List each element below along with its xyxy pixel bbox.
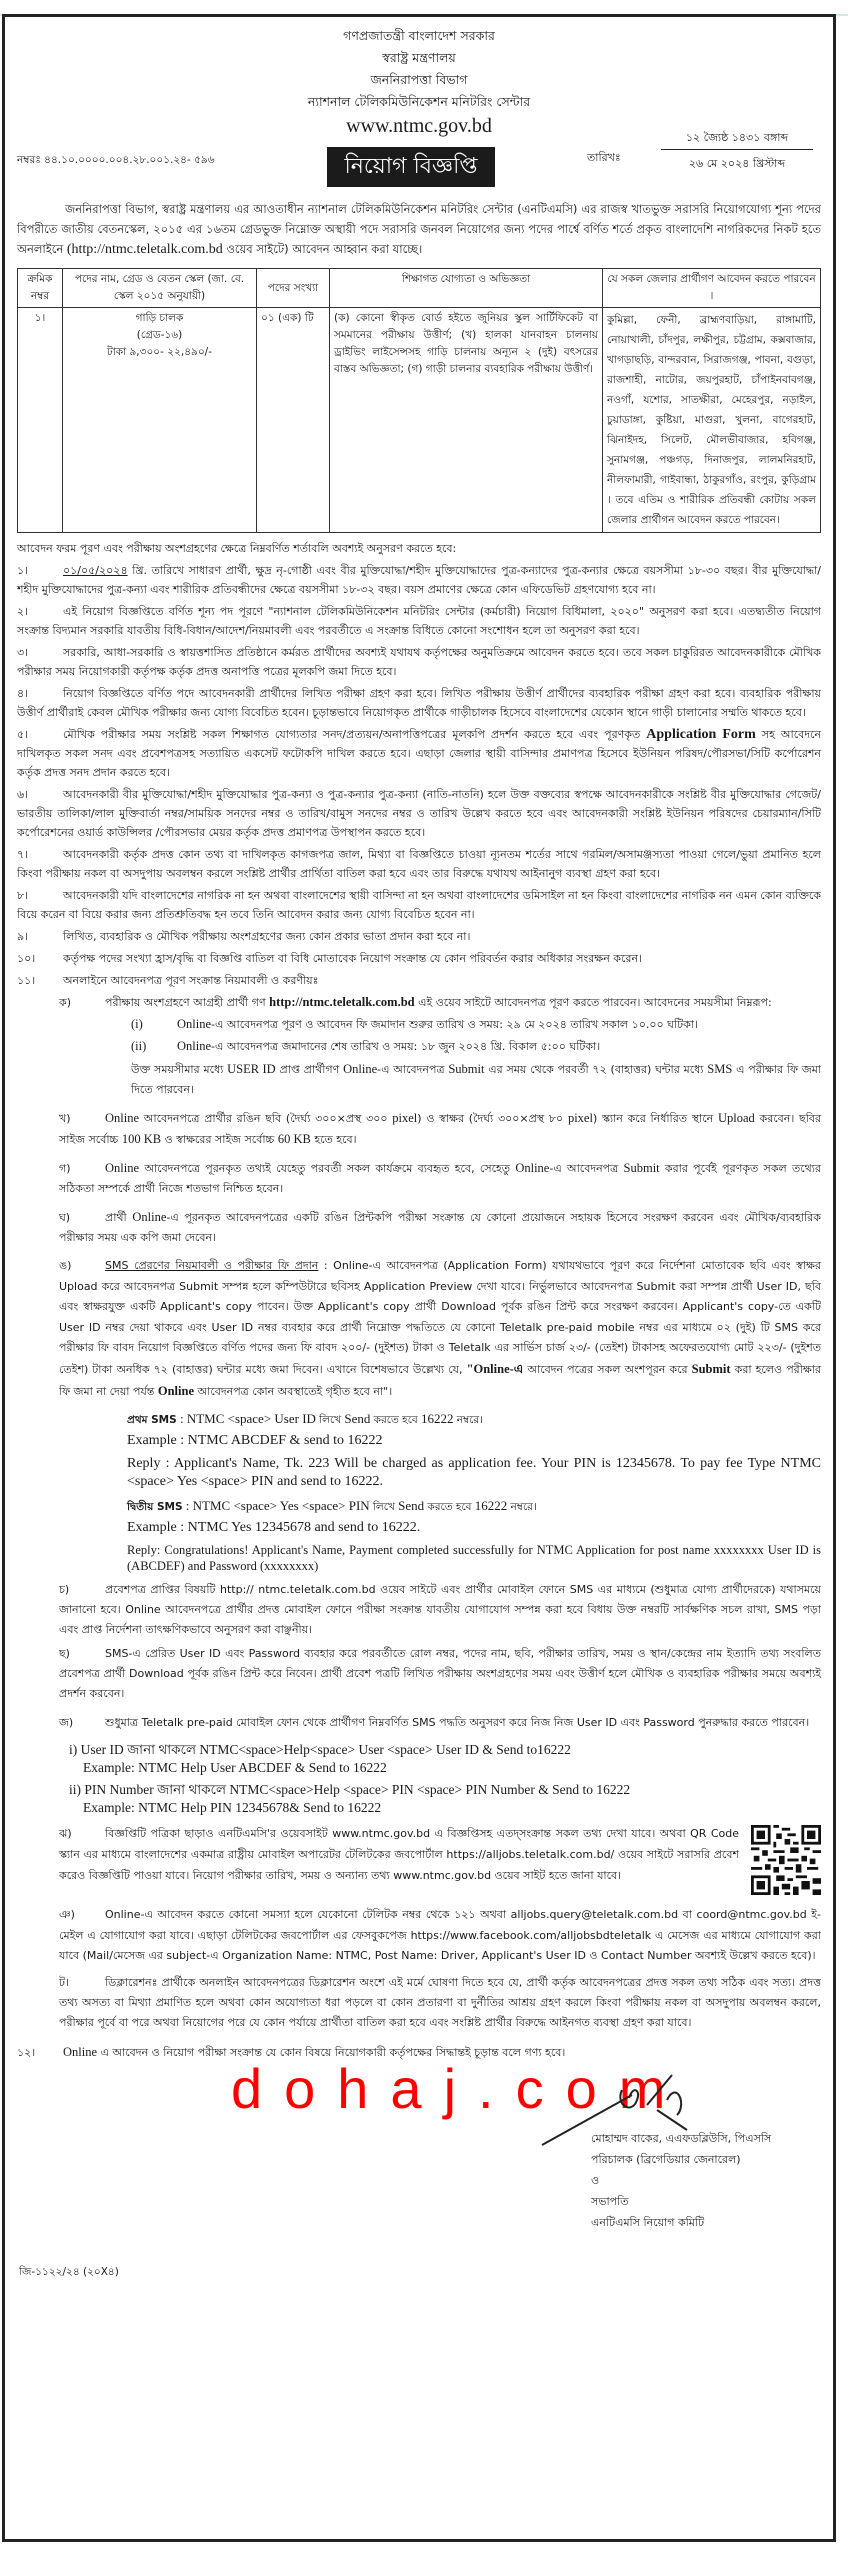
condition-text: এ আবেদন ও নিয়োগ পরীক্ষা সংক্রান্ত যে কোন বিষয়ে নিয়োগকারী কর্তৃপক্ষের সিদ্ধান্তই চূড়ান্ত বলে গণ্য হবে।: [100, 2045, 566, 2059]
condition-text: আবেদনকারী কর্তৃক প্রদত্ত কোন তথ্য বা দাখিলকৃত কাগজপত্র জাল, মিথ্যা বা বিজ্ঞপ্তিতে চাওয়া ন্যূনতম শর্তের সাথে গরমিল/অসামঞ্জস্যতা পাওয়া গেলে/ভুয়া প্রমানিত হলে কিংবা পরীক্ষায় নকল বা অসদুপায় অবলম্বন করলে সংশ্লিষ্ট প্রার্থীর প্রার্থিতা বাতিল করা হবে এবং তার বিরুদ্ধে যথাযথ আইনানুগ ব্যবস্থা গ্রহণ করা হবে।: [17, 848, 821, 880]
recover-pin: [69, 1781, 821, 1817]
signature-block: [591, 2128, 771, 2233]
apply-link[interactable]: http://ntmc.teletalk.com.bd: [269, 995, 415, 1009]
condition-number: ৭।: [17, 848, 29, 861]
condition-number: ৫।: [17, 728, 29, 741]
condition-number: ৯।: [17, 930, 29, 943]
item-label: ক): [59, 996, 71, 1009]
condition-text: মৌখিক পরীক্ষার সময় সংশ্লিষ্ট সকল শিক্ষাগত যোগ্যতার সনদ/প্রত্যয়ন/অনাপত্তিপত্রের মূলকপি প্রদর্শন করতে হবে এবং পূরণকৃত: [63, 728, 641, 741]
item-cha: [59, 1580, 821, 1640]
teletalk-link[interactable]: (http://ntmc.teletalk.com.bd: [66, 242, 223, 257]
condition-7: [17, 845, 821, 883]
sms-second: [127, 1497, 821, 1516]
condition-date: ০১/০৫/২০২৪: [63, 564, 128, 577]
text: -এ পূরনকৃত আবেদনপত্রের একটি রঙিন প্রিন্টকপি পরীক্ষা সংক্রান্ত যে কোনো প্রয়োজনে সহায়ক হিসেবে সংরক্ষণ করবেন এবং মৌখিক/ব্যবহারিক পরীক্ষার সময় এক কপি জমা দেবেন।: [59, 1211, 821, 1244]
item-text: SMS-এ প্রেরিত User ID এবং Password ব্যবহার করে পরবর্তীতে রোল নম্বর, পদের নাম, ছবি, পরীক্ষার তারিখ, সময় ও স্থান/কেন্দ্রের নাম ইত্যাদি তথ্য সংবলিত প্রবেশপত্র প্রার্থী Download পূর্বক রঙিন প্রিন্ট করে নিবেন। প্রার্থী প্রবেশ পত্রটি লিখিত পরীক্ষায় অংশগ্রহণের সময় এবং উত্তীর্ণ হলে মৌখিক ও ব্যবহারিক পরীক্ষার সময়ে অবশ্যই প্রদর্শন করবেন।: [59, 1647, 821, 1701]
condition-8: [17, 886, 821, 924]
col-post: পদের নাম, গ্রেড ও বেতন স্কেল (জা. বে. স্কেল ২০১৫ অনুযায়ী): [63, 269, 257, 308]
text: Send: [344, 1411, 371, 1427]
item-text: বিজ্ঞপ্তিটি পত্রিকা ছাড়াও এনটিএমসি'র ওয়েবসাইট www.ntmc.gov.bd এ বিজ্ঞপ্তিসহ এতদ্সংক্রান্ত সকল তথ্য দেখা যাবে। অথবা QR Code স্ক্যান এর মাধ্যমে বাংলাদেশের একমাত্র রাষ্ট্রীয় মোবাইল অপারেটর টেলিটকের জবপোর্টাল https://alljobs.teletalk.com.bd/ ওয়েব সাইটে সরাসরি প্রবেশ করেও বিজ্ঞপ্তিটি পাওয়া যাবে। নিয়োগ পরীক্ষার তারিখ, সময় ও অন্যান্য তথ্য www.ntmc.gov.bd ওয়েব সাইট হতে জানা যাবে।: [59, 1827, 739, 1883]
item-nia: [59, 1905, 821, 1967]
post-scale: টাকা ৯,৩০০- ২২,৪৯০/-: [106, 346, 213, 358]
qr-code[interactable]: [751, 1825, 821, 1895]
en-term: Online: [515, 1161, 550, 1175]
condition-text: সরকারি, আধা-সরকারি ও স্বায়ত্তশাসিত প্রতিষ্ঠানে কর্মরত প্রার্থীদের অবশ্যই যথাযথ কর্তৃপক্ষের অনুমতিক্রমে আবেদন করতে হবে। তবে সকল চাকুরিরত আবেদনকারীকে মৌখিক পরীক্ষার সময় নিয়োগকারী কর্তৃপক্ষ কর্তৃক প্রদত্ত অনাপত্তি পত্রের মূলকপি জমা দিতে হবে।: [17, 646, 821, 678]
condition-number: ৮।: [17, 889, 29, 902]
text: করার পূর্বেই পূরণকৃত সকল তথ্যের সঠিকতা সম্পর্কে প্রার্থী নিজে শতভাগ নিশ্চিত হবেন।: [59, 1162, 822, 1195]
text: -এ আবেদনপত্র: [377, 1063, 445, 1076]
title-row: [17, 131, 821, 193]
online-ii: [131, 1037, 821, 1056]
text: ও স্বাক্ষরের সাইজ সর্বোচ্চ: [164, 1133, 275, 1146]
en-term: 100 KB: [121, 1132, 162, 1146]
sms-rules-heading: SMS প্রেরণের নিয়মাবলী ও পরীক্ষার ফি প্রদান: [105, 1259, 319, 1272]
en-term: Submit: [623, 1161, 660, 1175]
row-post: [63, 308, 257, 533]
recover-example: Example: NTMC Help PIN 12345678& Send to 16222: [83, 1800, 382, 1816]
text: নম্বরে।: [456, 1414, 483, 1427]
item-label: (ii): [131, 1039, 147, 1053]
conditions-heading: আবেদন ফরম পূরণ এবং পরীক্ষায় অংশগ্রহণের ক্ষেত্রে নিম্নবর্ণিত শর্তাবলি অবশ্যই অনুসরণ করতে হবে:: [17, 542, 457, 555]
text: "Online-এ: [466, 1361, 524, 1376]
en-term: Online: [105, 1161, 140, 1175]
online-i: [131, 1015, 821, 1034]
text: প্রার্থী: [105, 1211, 127, 1224]
item-label: ঙ): [59, 1259, 72, 1272]
condition-6: [17, 785, 821, 842]
date-label: তারিখঃ: [587, 151, 621, 164]
item-text: -এ আবেদনপত্র পূরণ ও আবেদন ফি জমাদান শুরুর তারিখ ও সময়: ২৯ মে ২০২৪ তারিখ সকাল ১০.০০ ঘটিকা।: [211, 1018, 698, 1031]
condition-number: ২।: [17, 605, 29, 618]
item-label: জ): [59, 1716, 74, 1730]
text: নম্বরে।: [510, 1501, 537, 1514]
condition-number: ১।: [17, 564, 29, 577]
org-name: ন্যাশনাল টেলিকমিউনিকেশন মনিটরিং সেন্টার: [307, 94, 531, 109]
item-label: ঞ): [59, 1908, 75, 1922]
condition-10: [17, 949, 821, 968]
signatory-role: সভাপতি: [591, 2194, 629, 2208]
row-count: ০১ (এক) টি: [257, 308, 330, 533]
item-text: ডিক্লারেশনঃ প্রার্থীকে অনলাইন আবেদনপত্রের ডিক্লারেশন অংশে এই মর্মে ঘোষণা দিতে হবে যে, প্রার্থী কর্তৃক আবেদনপত্রের প্রদত্ত সকল তথ্য সঠিক এবং সত্য। প্রদত্ত তথ্য অসত্য বা মিথ্যা প্রমাণিত হলে অথবা কোন অযোগ্যতা ধরা পড়লে বা কোন প্রতারণা বা দুর্নীতির আশ্রয় গ্রহণ করলে কিংবা পরীক্ষায় নকল বা অসদুপায় অবলম্বন করলে, পরীক্ষার পূর্বে বা পরে অথবা নিয়োগের পরে যে কোন পর্যায়ে প্রার্থীতা বাতিল করা হবে এবং সংশ্লিষ্ট প্রার্থীর বিরুদ্ধে আইনগত ব্যবস্থা গ্রহণ করা যাবে।: [59, 1975, 821, 2029]
org-website-link[interactable]: www.ntmc.gov.bd: [346, 115, 492, 137]
text: করতে হবে: [427, 1501, 472, 1514]
en-term: pixel: [567, 1111, 593, 1125]
condition-number: ১১।: [17, 974, 36, 987]
table-row: [18, 308, 821, 533]
condition-text: আবেদনকারী বীর মুক্তিযোদ্ধা/শহীদ মুক্তিযোদ্ধার পুত্র-কন্যা ও পুত্র-কন্যার পুত্র-কন্যা (নাতি-নাতনি) হলে উক্ত বক্তব্যের স্বপক্ষে আবেদনকারীকে সংশ্লিষ্ট বীর মুক্তিযোদ্ধার গেজেট/ভারতীয় তালিকা/লাল মুক্তিবার্তা নম্বর/সাময়িক সনদের নম্বর ও তারিখ/বামুস সনদের নম্বর ও তারিখ উল্লেখ করতে হবে এবং আবেদনকারী সংশ্লিষ্ট ইউনিয়ন পরিষদের চেয়ারম্যান/সিটি কর্পোরেশনের ওয়ার্ড কাউন্সিলর /পৌরসভার মেয়র কর্তৃক প্রদত্ত প্রমাণপত্র উপস্থাপন করতে হবে।: [17, 788, 821, 839]
condition-number: ৪।: [17, 687, 29, 700]
en-term: Online: [132, 1210, 167, 1224]
online-ka: [59, 993, 821, 1012]
memo-number: নম্বরঃ ৪৪.১০.০০০০.০০৪.২৮.০০১.২৪- ৫৯৬: [17, 154, 215, 166]
text: হতে হবে।: [314, 1133, 357, 1146]
date-bangla: ১২ জ্যৈষ্ঠ ১৪৩১ বঙ্গাব্দ: [685, 131, 789, 144]
final-row: [17, 2043, 821, 2120]
item-label: ট।: [59, 1975, 69, 1989]
text: আবেদন পত্রের সকল অংশপূরন করে: [527, 1362, 688, 1376]
online-term: Online: [63, 2044, 98, 2059]
en-term: pixel: [392, 1111, 418, 1125]
sms-second-example: Example : NTMC Yes 12345678 and send to 16222.: [127, 1520, 421, 1536]
job-table: [17, 268, 821, 533]
condition-text: কর্তৃপক্ষ পদের সংখ্যা হ্রাস/বৃদ্ধি বা বিজ্ঞপ্তি বাতিল বা বিধি মোতাবেক নিয়োগ সংক্রান্ত যে কোন পরিবর্তন করার অধিকার সংরক্ষন করেন।: [63, 952, 642, 965]
text: উক্ত সময়সীমার মধ্যে: [131, 1063, 224, 1076]
online-ga: [59, 1158, 821, 1199]
online-within: [131, 1059, 821, 1100]
en-term: Submit: [691, 1361, 731, 1376]
condition-9: [17, 927, 821, 946]
signatory-designation: পরিচালক (ব্রিগেডিয়ার জেনারেল): [591, 2152, 741, 2166]
sms-label: দ্বিতীয় SMS: [127, 1501, 183, 1514]
item-text: প্রবেশপত্র প্রাপ্তির বিষয়টি http:// ntmc.teletalk.com.bd ওয়েব সাইটে এবং প্রার্থীর মোবাইল ফোনে SMS এর মাধ্যমে (শুধুমাত্র যোগ্য প্রার্থীদেরকে) যথাসময়ে জানানো হবে। Online আবেদনপত্রে প্রার্থীর প্রদত্ত মোবাইল ফোনে পরীক্ষা সংক্রান্ত যাবতীয় যোগাযোগ সম্পন্ন করা হবে বিধায় উক্ত নম্বরটি সার্বক্ষণিক সচল রাখা, SMS পড়া এবং প্রাপ্ত নির্দেশনা তাৎক্ষণিকভাবে অনুসরণ করা বাঞ্ছনীয়।: [59, 1583, 821, 1637]
division-name: জননিরাপত্তা বিভাগ: [370, 72, 468, 87]
item-text: পরীক্ষায় অংশগ্রহণে আগ্রহী প্রার্থী গণ: [105, 996, 266, 1009]
intro-tail: ওয়েব সাইটে) আবেদন আহ্বান করা যাচ্ছে।: [226, 242, 423, 256]
recover-instruction: ii) PIN Number জানা থাকলে NTMC<space>Help <space> PIN <space> PIN Number & Send to 16222: [69, 1782, 631, 1798]
footer-code: জি-১১২২/২৪ (২০X৪): [19, 2265, 119, 2278]
en-term: Online: [343, 1062, 378, 1076]
online-term: Online: [177, 1017, 212, 1031]
item-label: ঝ): [59, 1827, 72, 1841]
condition-number: ১২।: [17, 2045, 36, 2059]
condition-text: নিয়োগ বিজ্ঞপ্তিতে বর্ণিত পদে আবেদনকারী প্রার্থীদের লিখিত পরীক্ষা গ্রহণ করা হবে। লিখিত পরীক্ষায় উত্তীর্ণ প্রার্থীদের ব্যবহারিক পরীক্ষা গ্রহণ করা হবে। ব্যবহারিক পরীক্ষায় উত্তীর্ণ প্রার্থীরাই কেবল মৌখিক পরীক্ষার জন্য যোগ্য বিবেচিত হবেন। চূড়ান্তভাবে নিয়োগকৃত প্রার্থীকে গাড়ীচালক হিসেবে বাংলাদেশের যেকোন স্থানে গাড়ী চালানোর সম্মতি থাকতে হবে।: [17, 687, 821, 719]
text: ) স্ক্যান করে নির্ধারিত স্থানে: [592, 1112, 714, 1125]
condition-1: [17, 561, 821, 599]
ministry-name: স্বরাষ্ট্র মন্ত্রণালয়: [382, 50, 456, 65]
online-term: Online: [177, 1039, 212, 1053]
recover-instruction: i) User ID জানা থাকলে NTMC<space>Help<space> User <space> User ID & Send to16222: [69, 1742, 571, 1758]
condition-text: এই নিয়োগ বিজ্ঞপ্তিতে বর্ণিত শূন্য পদ পূরণে "ন্যাশনাল টেলিকমিউনিকেশন মনিটরিং সেন্টার (কর্মচারী) নিয়োগ বিধিমালা, ২০২০" অনুসরণ করা হবে। এতদ্ব্যতীত নিয়োগ সংক্রান্ত বিদ্যমান সরকারি যাবতীয় বিধি-বিধান/আদেশ/নিয়মাবলী এবং পরবর্তীতে এ সংক্রান্ত বিধিতে কোনো সংশোধন হলে তা অনুসরণ করা হবে।: [17, 605, 821, 637]
text: আবেদনপত্রে পূরনকৃত তথ্যই যেহেতু পরবর্তী সকল কার্যক্রমে ব্যবহৃত হবে, সেহেতু: [144, 1162, 511, 1175]
text: করবেন। ছবির সাইজ সর্বোচ্চ: [59, 1112, 822, 1146]
date-gregorian: ২৬ মে ২০২৪ খ্রিস্টাব্দ: [688, 157, 786, 170]
signatory-name: মোহাম্মদ বাকের, এএফডব্লিউসি, পিএসসি: [591, 2131, 772, 2145]
text: : NTMC <space> Yes <space> PIN: [185, 1498, 370, 1514]
sms-first-reply: Reply : Applicant's Name, Tk. 223 Will be charged as application fee. Your PIN is 12345678. To pay fee Type NTMC <space> Yes <space> PIN and send to 16222.: [127, 1456, 821, 1490]
item-text-cont: এই ওয়েব সাইটে আবেদনপত্র পূরণ করতে পারবেন। আবেদনের সময়সীমা নিম্নরূপ:: [418, 996, 772, 1009]
text: -এ আবেদনপত্র: [549, 1162, 619, 1175]
condition-text-cont: সহ আবেদনে দাখিলকৃত সকল সনদ এবং প্রবেশপত্রসহ সত্যায়িত একসেট ফটোকপি দাখিল করতে হবে। এছাড়া জেলার স্থায়ী বাসিন্দার প্রমাণপত্র হিসেবে ইউনিয়ন পরিষদ/পৌরসভা/সিটি কর্পোরেশন কর্তৃক প্রদত্ত সনদ প্রদান করতে হবে।: [17, 728, 822, 779]
text: আবেদনপত্রে প্রার্থীর রঙিন ছবি (দৈর্ঘ্য ৩০০×প্রস্থ ৩০০: [143, 1112, 388, 1125]
condition-en-term: Application Form: [646, 727, 756, 742]
text: প্রাপ্ত প্রার্থীগণ: [279, 1063, 340, 1076]
text: এ পরীক্ষার ফি জমা দিতে পারবেন।: [131, 1063, 821, 1096]
item-label: (i): [131, 1017, 143, 1031]
en-term: Online: [157, 1383, 194, 1398]
item-chha: [59, 1644, 821, 1704]
en-term: Online: [105, 1111, 140, 1125]
row-serial: ১।: [18, 308, 63, 533]
col-count: পদের সংখ্যা: [257, 269, 330, 308]
condition-number: ৩।: [17, 646, 29, 659]
item-label: ছ): [59, 1647, 70, 1661]
condition-11: [17, 971, 821, 990]
text: এর সময় থেকে পরবর্তী ৭২ (বাহাত্তর) ঘন্টার মধ্যে: [488, 1063, 704, 1076]
condition-text: লিখিত, ব্যবহারিক ও মৌখিক পরীক্ষায় অংশগ্রহণের জন্য কোন প্রকার ভাতা প্রদান করা হবে না।: [63, 930, 471, 943]
condition-5: [17, 725, 821, 782]
text: 16222: [421, 1411, 454, 1427]
online-kha: [59, 1108, 821, 1150]
condition-number: ১০।: [17, 952, 36, 965]
text: 16222: [474, 1498, 508, 1514]
signatory-conj: ও: [591, 2173, 600, 2187]
item-label: গ): [59, 1162, 71, 1175]
sms-first: [127, 1410, 821, 1429]
condition-3: [17, 643, 821, 681]
sms-label: প্রথম SMS: [127, 1414, 177, 1427]
online-uma: [59, 1256, 821, 1402]
text: করা হলেও পরীক্ষার ফি জমা না দেয়া পর্যন্ত: [59, 1362, 822, 1398]
en-term: Submit: [448, 1062, 485, 1076]
item-ta: [59, 1973, 821, 2033]
row-qualification: (ক) কোনো স্বীকৃত বোর্ড হইতে জুনিয়র স্কুল সার্টিফিকেট বা সমমানের পরীক্ষায় উত্তীর্ণ; (খ) হালকা যানবাহন চালনায় ড্রাইভিং লাইসেন্সসহ গাড়ি চালনায় অন্যূন ২ (দুই) বৎসরের বাস্তব অভিজ্ঞতা; (গ) গাড়ী চালনার ব্যবহারিক পরীক্ষায় উত্তীর্ণ।: [330, 308, 603, 533]
en-term: USER ID: [227, 1062, 276, 1076]
text: লিখে: [372, 1501, 395, 1514]
post-grade: (গ্রেড-১৬): [136, 329, 183, 341]
online-gha: [59, 1207, 821, 1248]
condition-text: আবেদনকারী যদি বাংলাদেশের নাগরিক না হন অথবা বাংলাদেশের স্থায়ী বাসিন্দা না হন অথবা বাংলাদেশের ডমিসাইল না হন কিংবা বাংলাদেশের নাগরিক নন এমন কোন ব্যক্তিকে বিয়ে করেন বা বিয়ে করার জন্য প্রতিশ্রুতিবদ্ধ হন তবে তিনি আবেদন করার জন্য যোগ্য বিবেচিত হবেন না।: [17, 889, 821, 921]
item-label: চ): [59, 1583, 70, 1597]
condition-4: [17, 684, 821, 722]
notice-title: নিয়োগ বিজ্ঞপ্তি: [327, 147, 495, 187]
en-term: 60 KB: [277, 1132, 311, 1146]
en-term: Upload: [717, 1111, 755, 1125]
condition-2: [17, 602, 821, 640]
date-block: [587, 129, 827, 181]
watermark-text: dohaj.com: [231, 2056, 688, 2120]
sms-rules-text: : Online-এ আবেদনপত্র (Application Form) যথাযথভাবে পূরণ করে নির্দেশনা মোতাবেক ছবি এবং স্বাক্ষর Upload করে আবেদনপত্র Submit সম্পন্ন হলে কম্পিউটারে ছবিসহ Application Preview দেখা যাবে। নির্ভুলভাবে আবেদনপত্র Submit করা সম্পন্ন প্রার্থী User ID, ছবি এবং স্বাক্ষরযুক্ত একটি Applicant's copy পাবেন। উক্ত Applicant's copy প্রার্থী Download পূর্বক রঙিন প্রিন্ট করে সংরক্ষণ করবেন। Applicant's copy-তে একটি User ID নম্বর দেয়া থাকবে এবং User ID নম্বর ব্যবহার করে প্রার্থী নিম্নোক্ত পদ্ধতিতে যে কোনো Teletalk pre-paid mobile নম্বর এর মাধ্যমে ০২ (দুই) টি SMS করে পরীক্ষার ফি বাবদ নিয়োগ বিজ্ঞপ্তিতে বর্ণিত পদের জন্য ফি বাবদ ২০০/- (দুইশত) টাকা ও Teletalk এর সার্ভিস চার্জ ২৩/- (তেইশ) টাকাসহ অফেরতযোগ্য মোট ২২৩/- (দুইশত তেইশ) টাকা অনধিক ৭২ (বাহাত্তর) ঘন্টার মধ্যে জমা দিবেন। এখানে বিশেষভাবে উল্লেখ্য যে,: [59, 1259, 821, 1376]
post-name: গাড়ি চালক: [135, 312, 184, 324]
govt-name: গণপ্রজাতন্ত্রী বাংলাদেশ সরকার: [343, 28, 495, 43]
condition-number: ৬।: [17, 788, 29, 801]
text: আবেদনপত্র কোন অবস্থাতেই গৃহীত হবে না"।: [197, 1384, 393, 1398]
text: ) ও স্বাক্ষর (দৈর্ঘ্য ৩০০×প্রস্থ ৮০: [417, 1112, 564, 1125]
item-text: -এ আবেদনপত্র জমাদানের শেষ তারিখ ও সময়: ১৮ জুন ২০২৪ খ্রি. বিকাল ৫:০০ ঘটিকা।: [211, 1040, 601, 1053]
row-districts: কুমিল্লা, ফেনী, ব্রাহ্মণবাড়িয়া, রাঙ্গামাটি, নোয়াখালী, চাঁদপুর, লক্ষীপুর, চট্টগ্রাম, কক্সবাজার, খাগড়াছড়ি, বান্দরবান, সিরাজগঞ্জ, পাবনা, বগুড়া, রাজশাহী, নাটোর, জয়পুরহাট, চাঁপাইনবাবগঞ্জ, নওগাঁ, যশোর, সাতক্ষীরা, মেহেরপুর, নড়াইল, চুয়াডাঙ্গা, কুষ্টিয়া, মাগুরা, খুলনা, বাগেরহাট, ঝিনাইদহ, সিলেট, মৌলভীবাজার, হবিগঞ্জ, সুনামগঞ্জ, পঞ্চগড়, দিনাজপুর, লালমনিরহাট, নীলফামারী, গাইবান্ধা, ঠাকুরগাঁও, রংপুর, কুড়িগ্রাম । তবে এতিম ও শারীরিক প্রতিবন্ধী কোটায় সকল জেলার প্রার্থীগন আবেদন করতে পারবেন।: [603, 308, 821, 533]
condition-text: অনলাইনে আবেদনপত্র পূরণ সংক্রান্ত নিয়মাবলী ও করণীয়ঃ: [63, 974, 319, 987]
item-text: Online-এ আবেদন করতে কোনো সমস্যা হলে যেকোনো টেলিটক নম্বর থেকে ১২১ অথবা alljobs.query@teletalk.com.bd বা coord@ntmc.gov.bd ই-মেইল এ যোগাযোগ করা যাবে। এছাড়া টেলিটকের জবপোর্টাল এর ফেসবুকপেজ https://www.facebook.com/alljobsbdteletalk এ মেসেজ এর মাধ্যমে যোগাযোগ করা যাবে (Mail/মেসেজ এর subject-এ Organization Name: NTMC, Post Name: Driver, Applicant's User ID ও Contact Number অবশ্যই উল্লেখ করতে হবে)।: [59, 1908, 821, 1963]
item-label: ঘ): [59, 1211, 71, 1224]
item-label: খ): [59, 1112, 71, 1125]
item-text: শুধুমাত্র Teletalk pre-paid মোবাইল ফোন থেকে প্রার্থীগণ নিম্নবর্ণিত SMS পদ্ধতি অনুসরণ করে নিজ নিজ User ID এবং Password পুনরুদ্ধার করতে পারবেন।: [105, 1716, 810, 1730]
text: করতে হবে: [373, 1414, 418, 1427]
table-header-row: [18, 269, 821, 308]
item-ja: [59, 1712, 821, 1733]
condition-12: [17, 2043, 821, 2062]
text: লিখে: [319, 1414, 342, 1427]
col-qualification: শিক্ষাগত যোগ্যতা ও অভিজ্ঞতা: [330, 269, 603, 308]
col-serial: ক্রমিক নম্বর: [18, 269, 63, 308]
notice-document: [2, 14, 836, 2542]
date-divider: [661, 149, 813, 150]
sms-second-reply: Reply: Congratulations! Applicant's Name, Payment completed successfully for NTMC Application for post name xxxxxxxx User ID is (ABCDEF) and Password (xxxxxxxx): [127, 1543, 821, 1574]
intro-paragraph: [17, 199, 821, 260]
condition-text: খ্রি. তারিখে সাধারণ প্রার্থী, ক্ষুদ্র নৃ-গোষ্ঠী এবং বীর মুক্তিযোদ্ধা/শহীদ মুক্তিযোদ্ধাদের পুত্র-কন্যাদের পুত্র-কন্যার ক্ষেত্রে বয়সসীমা ১৮-৩০ বছর। বীর মুক্তিযোদ্ধা/শহীদ মুক্তিযোদ্ধাদের পুত্র-কন্যা এবং শারীরিক প্রতিবন্ধীদের ক্ষেত্রে বয়সসীমা ১৮-৩২ বছর। বয়স প্রমাণের ক্ষেত্রে কোন এফিডেভিট গ্রহণযোগ্য হবে না।: [17, 564, 821, 596]
text: : NTMC <space> User ID: [179, 1411, 316, 1427]
recover-user-id: [69, 1741, 821, 1777]
sms-first-example: Example : NTMC ABCDEF & send to 16222: [127, 1433, 383, 1449]
intro-text: জননিরাপত্তা বিভাগ, স্বরাষ্ট্র মন্ত্রণালয় এর আওতাধীন ন্যাশনাল টেলিকমিউনিকেশন মনিটরিং সেন্টার (এনটিএমসি) এর রাজস্ব খাতভুক্ত সরাসরি নিয়োগযোগ্য শূন্য পদের বিপরীতে জাতীয় বেতনস্কেল, ২০১৫ এর ১৬তম গ্রেডভুক্ত নিম্নোক্ত অস্থায়ী পদে সরাসরি জনবল নিয়োগের জন্য পদের পার্শ্বে বর্ণিত শর্তে প্রকৃত বাংলাদেশি নাগরিকদের নিকট হতে অনলাইনে: [17, 202, 821, 256]
signatory-committee: এনটিএমসি নিয়োগ কমিটি: [591, 2215, 705, 2229]
en-term: SMS: [707, 1062, 733, 1076]
item-jha: [59, 1823, 821, 1886]
col-districts: যে সকল জেলার প্রার্থীগণ আবেদন করতে পারবেন ।: [603, 269, 821, 308]
text: Send: [398, 1498, 425, 1514]
signature-area: [17, 2126, 821, 2286]
recover-example: Example: NTMC Help User ABCDEF & Send to 16222: [83, 1760, 387, 1776]
